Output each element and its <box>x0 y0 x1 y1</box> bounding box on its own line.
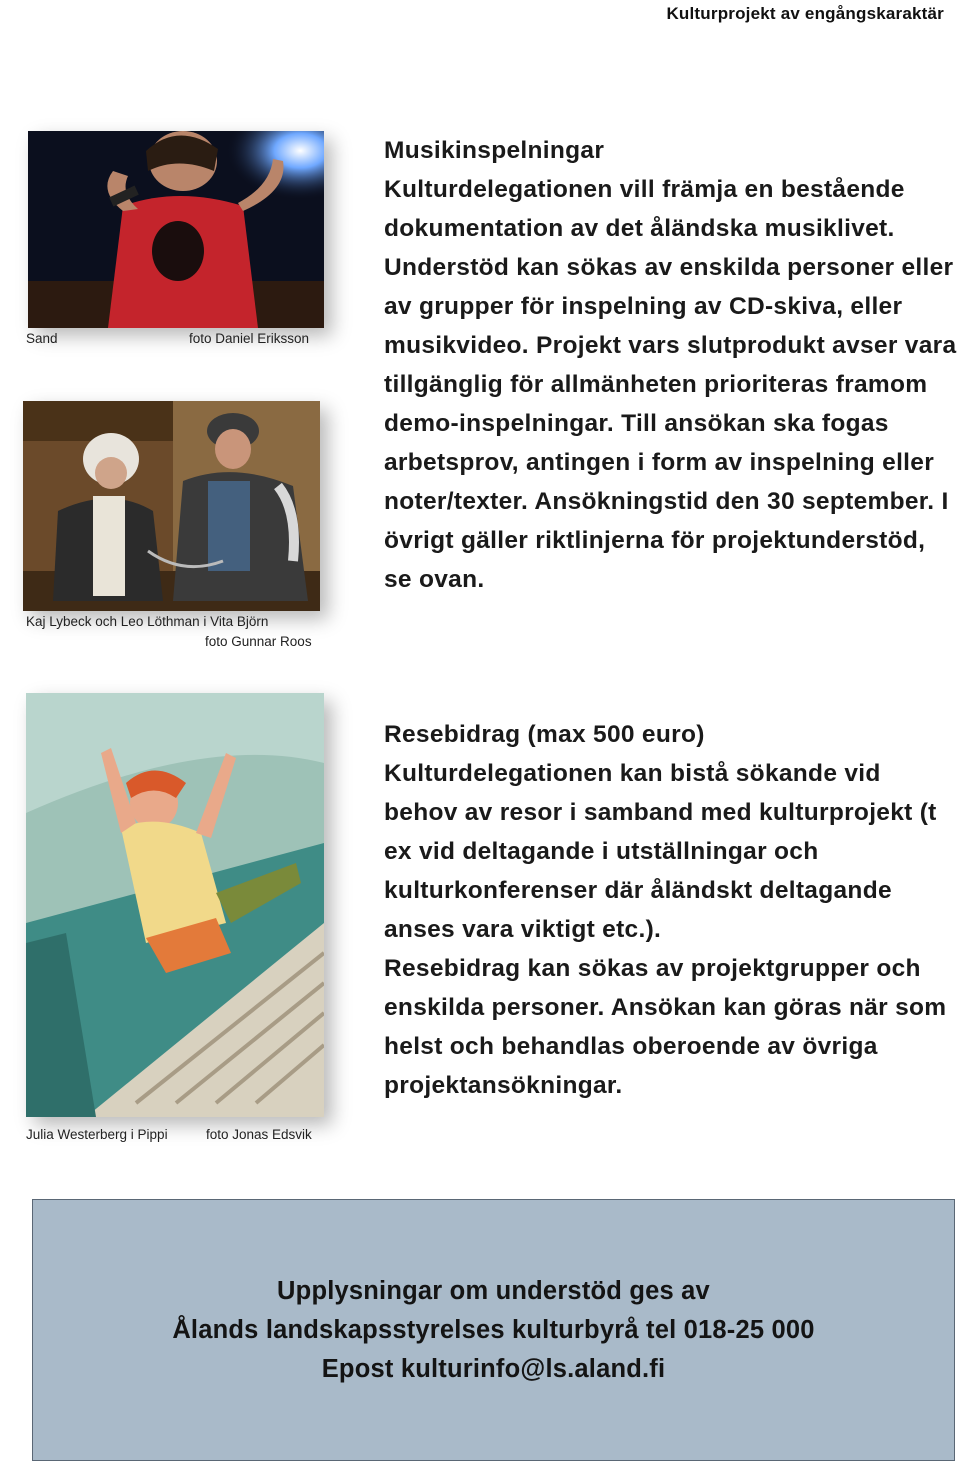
photo-vita-bjorn <box>23 401 320 611</box>
photo-credit: foto Daniel Eriksson <box>189 331 310 346</box>
photo-sand-concert <box>28 131 324 328</box>
section-body: Kulturdelegationen vill främja en bestående dokumentation av det åländska musiklivet. Understöd kan sökas av enskilda personer eller av grupper för inspelning av CD-skiva, eller musikvideo. Projekt vars slutprodukt avser vara tillgänglig för allmänheten prioriteras framom demo-inspelningar. Till ansökan ska fogas arbetsprov, antingen i form av inspelning eller noter/texter. Ansökningstid den 30 september. I övrigt gäller riktlinjerna för projektunderstöd, se ovan. <box>384 176 957 593</box>
contact-email[interactable]: Epost kulturinfo@ls.aland.fi <box>321 1355 666 1383</box>
photo-caption-left: Julia Westerberg i Pippi <box>26 1127 168 1142</box>
section-body: Resebidrag kan sökas av projektgrupper och enskilda personer. Ansökan kan göras när som helst och behandlas oberoende av övriga projektansökningar. <box>384 955 947 1099</box>
photo-credit: foto Gunnar Roos <box>205 634 312 649</box>
page-header: Kulturprojekt av engångskaraktär <box>666 4 944 23</box>
photo-caption: Kaj Lybeck och Leo Löthman i Vita Björn <box>26 614 269 629</box>
contact-info-box <box>32 1199 955 1461</box>
section-body: Kulturdelegationen kan bistå sökande vid behov av resor i samband med kulturprojekt (t ex vid deltagande i utställningar och kulturkonferenser där åländskt deltagande anses vara viktigt etc.). <box>384 760 937 943</box>
photo-pippi <box>26 693 324 1117</box>
section-heading: Resebidrag (max 500 euro) <box>384 721 705 748</box>
photo-credit: foto Jonas Edsvik <box>206 1127 312 1142</box>
info-line: Ålands landskapsstyrelses kulturbyrå tel 018-25 000 <box>172 1316 815 1344</box>
photo-caption-left: Sand <box>26 331 58 346</box>
section-heading: Musikinspelningar <box>384 137 605 164</box>
info-line: Upplysningar om understöd ges av <box>277 1277 710 1305</box>
section-resebidrag <box>384 715 958 1105</box>
section-musikinspelningar <box>384 131 958 599</box>
